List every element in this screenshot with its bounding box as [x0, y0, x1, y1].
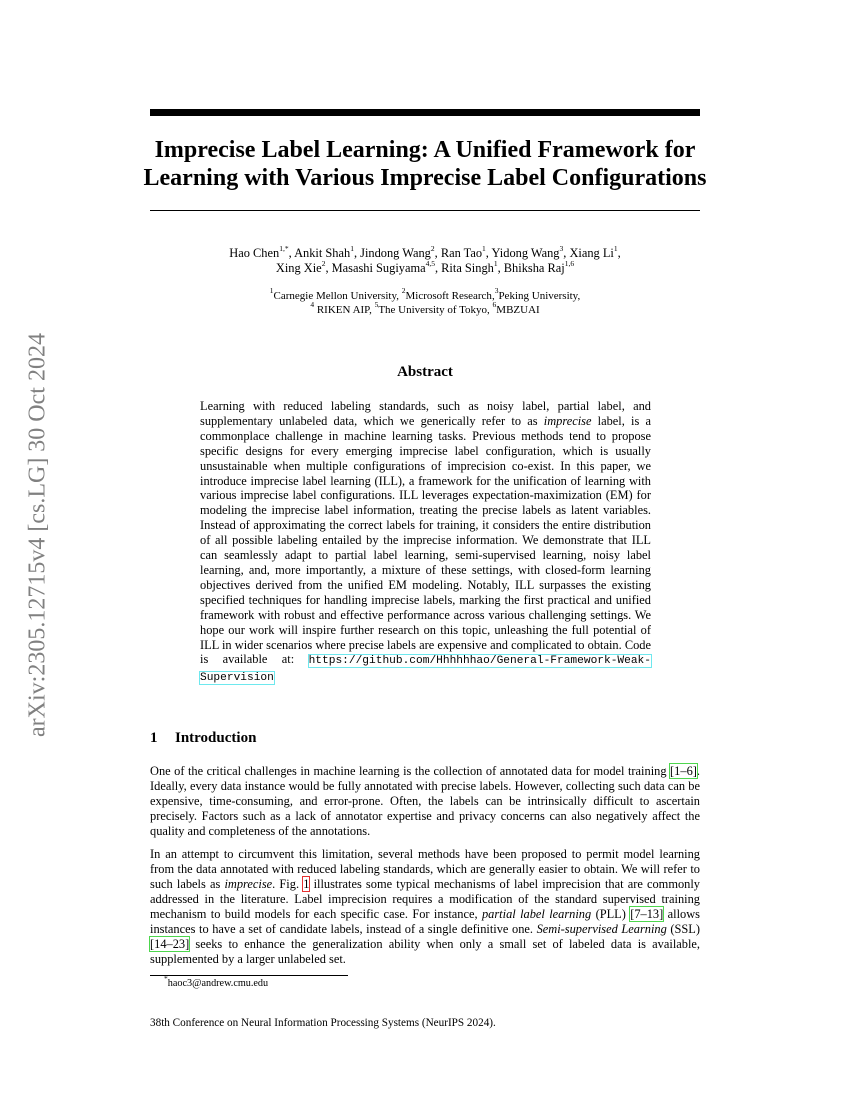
section-heading-introduction [150, 729, 700, 747]
footnote [164, 973, 269, 990]
affiliation-mark: 5 [374, 299, 379, 309]
affiliation-name: RIKEN AIP [316, 303, 370, 316]
author-name: Rita Singh [441, 261, 494, 275]
author-affiliation-mark: 1 [350, 243, 354, 253]
citation-link[interactable]: [1–6] [670, 764, 697, 778]
paragraph-text: illustrates some typical mechanisms of label imprecision that are commonly addressed in the literature. Label imprecision requires a modification of the standard supervised training mechanism to build models for each specific case. For instance, [150, 877, 700, 921]
emphasis-text: Semi-supervised Learning [536, 922, 667, 936]
affiliation-mark: 6 [492, 299, 497, 309]
section-title: Introduction [175, 730, 257, 746]
affiliation-name: The University of Tokyo [378, 303, 488, 316]
author-affiliation-mark: 1 [613, 243, 618, 253]
paragraph-text: (PLL) [591, 907, 631, 921]
title-bottom-rule [150, 210, 700, 211]
author-affiliation-mark: 1 [493, 258, 498, 268]
affiliation-name: Peking University [498, 290, 578, 302]
paragraph-text: seeks to enhance the generalization ability when only a small set of labeled data is available, supplemented by a larger unlabeled set. [150, 937, 700, 966]
title-line-2: Learning with Various Imprecise Label Configurations [143, 165, 707, 191]
author-affiliation-mark: 1,* [279, 243, 289, 253]
author-list: Hao Chen$^{1,*}$, Ankit Shah$^1$, Jindong Wang$^2$, Ran Tao$^1$, Yidong Wang$^3$, Xiang Li$^1$, Xing Xie$^2$, Masashi Sugiyama$^{4,5}$, Rita Singh$^1$, Bhiksha Raj$^{1,6}$ [229, 243, 621, 275]
citation-link[interactable]: [7–13] [630, 907, 664, 921]
author-affiliation-mark: 2 [430, 243, 435, 253]
arxiv-identifier-stamp: arXiv:2305.12715v4 [cs.LG] 30 Oct 2024 [24, 333, 51, 737]
abstract-text: label, is a commonplace challenge in machine learning tasks. Previous methods tend to propose specific designs for every emerging imprecise label configuration, which is usually unsustainable when multiple configurations of imprecision co-exist. In this paper, we introduce imprecise label learning (ILL), a framework for the unification of learning with various imprecise label configurations. ILL leverages expectation-maximization (EM) for modeling the imprecise label information, treating the precise labels as latent variables. Instead of approximating the correct labels for training, it considers the entire distribution of all possible labeling entailed by the imprecise information. We demonstrate that ILL can seamlessly adapt to partial label learning, semi-supervised learning, noisy label learning, and, more importantly, a mixture of these settings, with closed-form learning objectives derived from the unified EM modeling. Notably, ILL surpasses the existing specified techniques for handling imprecise labels, marking the first practical and unified framework with robust and effective performance across various challenging settings. We hope our work will inspire further research on this topic, unleashing the full potential of ILL in wider scenarios where precise labels are expensive and complicated to obtain. Code is available at: [200, 413, 652, 667]
abstract-emphasis: imprecise [543, 413, 592, 428]
author-name: Masashi Sugiyama [331, 261, 426, 275]
paragraph-text: . Fig. [272, 877, 304, 891]
abstract-text: Learning with reduced labeling standards, such as noisy label, partial label, and supplementary unlabeled data, which we generically refer to as [200, 399, 651, 428]
author-name: Ankit Shah [294, 246, 351, 260]
title-line-1: Imprecise Label Learning: A Unified Framework for [154, 137, 696, 163]
affiliation-mark: 3 [494, 286, 499, 296]
author-name: Bhiksha Raj [503, 261, 565, 275]
affiliation-mark: 2 [401, 286, 406, 296]
paragraph-text: . Ideally, every data instance would be fully annotated with precise labels. However, collecting such data can be expensive, time-consuming, and error-prone. Often, the labels can be intrinsically difficult to ascertain precisely. Factors such as a lack of annotator expertise and privacy concerns can also negatively affect the quality and completeness of the annotations. [150, 764, 700, 838]
affiliation-mark: 1 [269, 286, 274, 296]
emphasis-text: imprecise [224, 877, 273, 891]
author-affiliation-mark: 1 [482, 243, 486, 253]
intro-paragraph-2 [150, 847, 700, 967]
footnote-text: haoc3@andrew.cmu.edu [167, 978, 269, 989]
author-name: Hao Chen [229, 246, 280, 260]
section-number: 1 [150, 730, 158, 746]
author-name: Xiang Li [569, 246, 614, 260]
author-affiliation-mark: 2 [321, 258, 326, 268]
paragraph-text: In an attempt to circumvent this limitation, several methods have been proposed to permit model learning from the data annotated with reduced labeling standards, which are generally easier to obtain. We will refer to such labels as [150, 847, 700, 891]
code-repository-link[interactable]: https://github.com/Hhhhhhao/General-Framework-Weak-Supervision [200, 655, 651, 685]
abstract-heading: Abstract [397, 364, 453, 380]
title-top-rule [150, 109, 700, 116]
abstract-body [200, 399, 651, 686]
author-affiliation-mark: 4,5 [425, 258, 435, 268]
paragraph-text: One of the critical challenges in machine learning is the collection of annotated data for model training [150, 764, 671, 778]
author-affiliation-mark: 3 [559, 243, 564, 253]
author-name: Xing Xie [275, 261, 322, 275]
figure-reference-link[interactable]: 1 [303, 877, 310, 891]
intro-paragraph-1 [150, 764, 700, 839]
emphasis-text: partial label learning [481, 907, 592, 921]
affiliation-list: $^1$Carnegie Mellon University, $^2$Microsoft Research,$^3$Peking University, $^4$ RIKEN AIP, $^5$The University of Tokyo, $^6$MBZUAI [269, 286, 581, 316]
citation-link[interactable]: [14–23] [150, 937, 190, 951]
author-name: Jindong Wang [360, 246, 431, 260]
affiliation-name: Microsoft Research [405, 290, 492, 302]
paragraph-text: (SSL) [666, 922, 700, 936]
author-affiliation-mark: 1,6 [564, 258, 575, 268]
footnote-divider [150, 975, 348, 976]
author-name: Ran Tao [440, 246, 483, 260]
affiliation-name: MBZUAI [496, 303, 540, 316]
affiliation-name: Carnegie Mellon University [273, 290, 397, 302]
footnote-mark: * [164, 973, 168, 983]
paragraph-text: allows instances to have a set of candidate labels, instead of a single definitive one. [150, 907, 700, 936]
author-name: Yidong Wang [491, 246, 560, 260]
affiliation-mark: 4 [310, 299, 315, 309]
paper-title [140, 136, 710, 192]
venue-footer: 38th Conference on Neural Information Processing Systems (NeurIPS 2024). [150, 1017, 496, 1029]
